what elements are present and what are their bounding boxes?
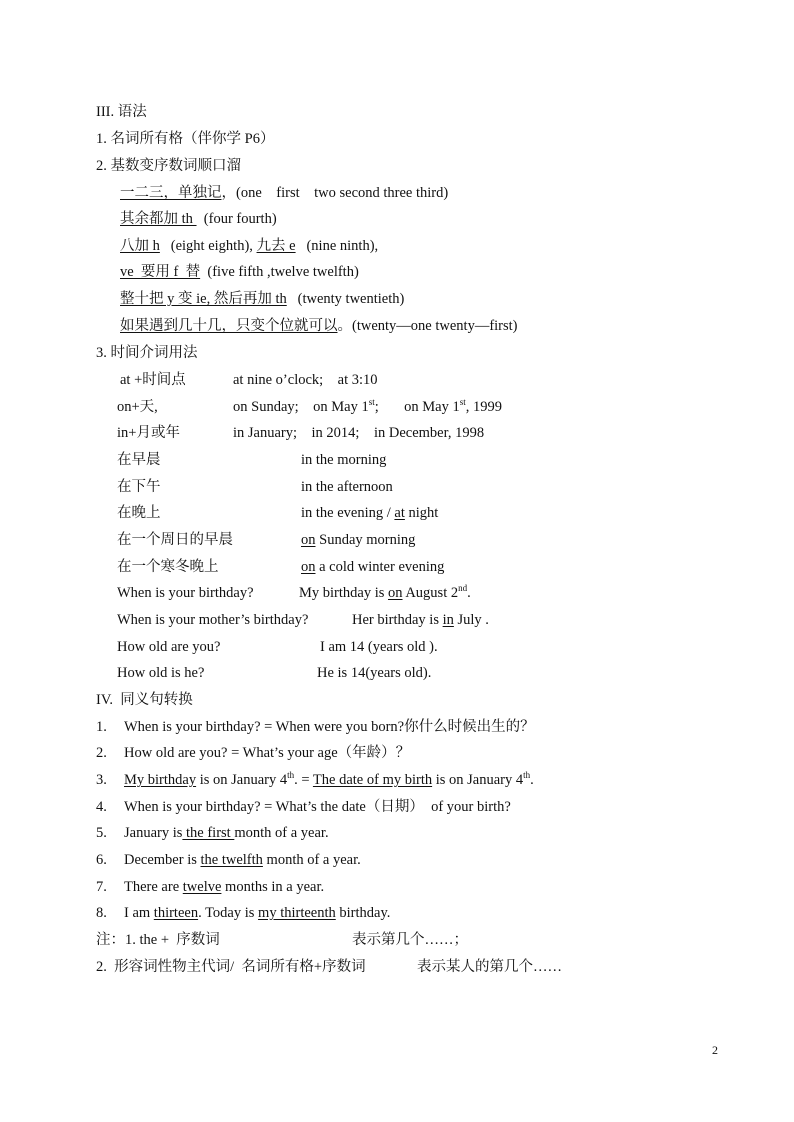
prep-in-example: in January; in 2014; in December, 1998 [233,425,485,441]
section-heading-grammar: III. 语法 [96,104,147,120]
note-2: 2. 形容词性物主代词/ 名词所有格+序数词 [96,959,366,975]
prep-in-rule: in+月或年 [117,425,180,441]
synonym-sentence-2: How old are you? = What’s your age（年龄）？ [124,745,411,761]
item-ordinal-rhyme: 2. 基数变序数词顺口溜 [96,158,241,174]
note-2-meaning: 表示某人的第几个…… [417,959,562,975]
synonym-number: 3. [96,772,107,788]
synonym-number: 7. [96,879,107,895]
answer-age-you: I am 14 (years old ). [320,639,438,655]
answer-age-he: He is 14(years old). [317,665,432,681]
synonym-number: 1. [96,719,107,735]
synonym-sentence-7: There are twelve months in a year. [124,879,325,895]
synonym-number: 6. [96,852,107,868]
prep-at-example: at nine o’clock; at 3:10 [233,372,378,388]
note-1-meaning: 表示第几个……； [352,932,468,948]
note-1: 注：1. the + 序数词 [96,932,220,948]
phrase-en-winter-evening: on a cold winter evening [301,559,445,575]
phrase-en-sunday-morning: on Sunday morning [301,532,416,548]
rhyme-line-3: 八加 h (eight eighth), 九去 e (nine ninth), [120,238,379,254]
synonym-sentence-8: I am thirteen. Today is my thirteenth birthday. [124,905,391,921]
question-birthday: When is your birthday? [117,585,254,601]
synonym-number: 8. [96,905,107,921]
synonym-sentence-3: My birthday is on January 4th. = The date of my birth is on January 4th. [124,770,534,788]
rhyme-line-5: 整十把 y 变 ie, 然后再加 th (twenty twentieth) [120,291,405,307]
answer-birthday: My birthday is on August 2nd. [299,583,471,601]
synonym-sentence-4: When is your birthday? = What’s the date（日期） of your birth? [124,799,511,815]
synonym-sentence-6: December is the twelfth month of a year. [124,852,361,868]
page-number: 2 [712,1043,718,1057]
rhyme-line-2: 其余都加 th (four fourth) [120,211,277,227]
phrase-cn-sunday-morning: 在一个周日的早晨 [117,532,233,548]
item-time-prepositions: 3. 时间介词用法 [96,345,198,361]
synonym-sentence-1: When is your birthday? = When were you born?你什么时候出生的？ [124,719,535,735]
rhyme-line-6: 如果遇到几十几，只变个位就可以。(twenty—one twenty—first) [120,318,518,334]
prep-on-rule: on+天, [117,399,158,415]
phrase-en-afternoon: in the afternoon [301,479,393,495]
item-possessive: 1. 名词所有格（伴你学 P6） [96,131,275,147]
question-age-you: How old are you? [117,639,221,655]
rhyme-line-1: 一二三，单独记，(one first two second three third) [120,185,449,201]
synonym-sentence-5: January is the first month of a year. [124,825,329,841]
phrase-cn-winter-evening: 在一个寒冬晚上 [117,559,219,575]
section-heading-synonyms: IV. 同义句转换 [96,692,193,708]
synonym-number: 2. [96,745,107,761]
prep-at-rule: at +时间点 [120,372,186,388]
question-mother-birthday: When is your mother’s birthday? [117,612,309,628]
answer-mother-birthday: Her birthday is in July . [352,612,489,628]
phrase-cn-evening: 在晚上 [117,505,161,521]
rhyme-line-4: ve 要用 f 替 (five fifth ,twelve twelfth) [120,264,359,280]
phrase-cn-morning: 在早晨 [117,452,161,468]
phrase-en-evening: in the evening / at night [301,505,439,521]
synonym-number: 5. [96,825,107,841]
question-age-he: How old is he? [117,665,205,681]
prep-on-example: on Sunday; on May 1st; on May 1st, 1999 [233,397,502,415]
phrase-en-morning: in the morning [301,452,387,468]
phrase-cn-afternoon: 在下午 [117,479,161,495]
synonym-number: 4. [96,799,107,815]
